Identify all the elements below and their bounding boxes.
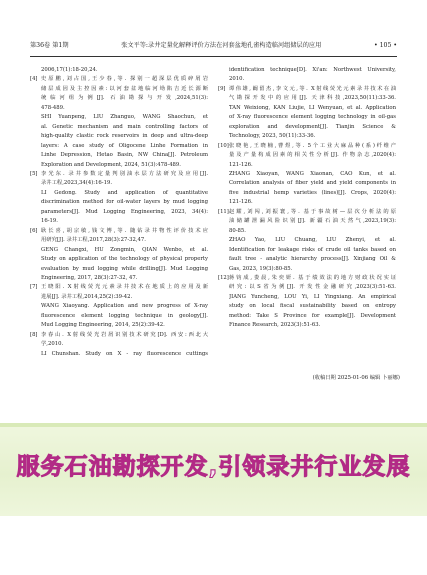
reference-line: method: Take S Province for example[J]. Development [229,312,396,319]
reference-line: study on local fiscal sustainability based on entropy [229,303,396,310]
reference-line: Study on application of the technology of physical property [41,256,208,263]
reference-item [30,331,208,359]
reference-line: 赵耀,刘闯,刘振寰,等. 基于事故树—层次分析法的原 [229,208,396,215]
reference-number: [7] [30,284,38,291]
reference-line: Engineering, 2017, 28(3):27-32, 47. [41,274,138,281]
received-date-note: (收稿日期 2025-01-06 编辑 卜丽娜) [312,375,400,381]
reference-line: 量及产量构成因素的相关性分析[J]. 作物杂志,2020(4): [229,152,396,159]
reference-item [30,227,208,284]
reference-line: 张晓艳,王晓楠,曹煜,等. 5个工业大麻品种(系)纤维产 [229,142,396,149]
reference-line: 气勘探开发中的应用[J]. 天津科技,2023,50(11):33-36. [229,95,396,102]
banner-slogan: 服务石油勘探开发,引领录井行业发展 [16,454,411,480]
reference-continuation [30,66,208,75]
reference-line: TAN Weixiong, KAN Liujie, LI Wenyuan, et al. Application [229,104,396,111]
reference-line: high-quality clastic rock reservoirs in deep and ultra-deep [41,133,208,140]
reference-line: 储层成因及主控因素:以河套盆地临河坳陷吉近长源断 [41,85,208,92]
reference-number: [5] [30,170,38,177]
reference-line: SHI Yuanpeng, LIU Zhanguo, WANG Shaochun, et [41,114,208,121]
reference-line: 121-126. [229,199,253,206]
reference-line: 录井工程,2023,34(4):16-19. [41,180,113,187]
reference-line: 油储罐泄漏风险识别[J]. 新疆石油天然气,2023,19(3): [229,218,396,225]
reference-line: layers: A case study of Oligocene Linhe Formation in [41,142,208,149]
reference-line: exploration and development[J]. Tianjin Science & [229,123,396,130]
reference-line: al. Genetic mechanism and main controlling factors of [41,123,208,130]
reference-number: [8] [30,331,38,338]
reference-line: Gas, 2023, 19(3):80-85. [229,265,293,272]
reference-line: Identification for leakage risks of crude oil tanks based on [229,246,396,253]
reference-line: 80-85. [229,227,246,234]
reference-line: 谭伟雄,阚留杰,李文元,等. X射线荧光元素录井技术在油 [229,85,396,92]
reference-item [218,208,396,274]
reference-line: fault tree - analytic hierarchy process[J]. Xinjiang Oil & [229,256,396,263]
reference-line: Mud Logging Engineering, 2014, 25(2):39-42. [41,322,165,329]
reference-continuation [218,66,396,85]
reference-number: [12] [218,274,229,281]
running-title: 张文平等:录井定量化解释评价方法在河套盆地孔雀构造临河组储层的应用 [121,42,322,49]
reference-line: 进展[J]. 录井工程,2014,25(2):39-42. [41,293,133,300]
reference-line: 史原鹏,刘占国,王少春,等. 探别一超深层优质碎屑岩 [41,76,208,83]
running-header [30,40,397,54]
reference-line: Technology, 2023, 50(11):33-36. [229,133,316,140]
reference-line: 耿长喜,胡宗敏,钱文博,等. 随钻录井物性评价技术应 [41,227,208,234]
reference-line: 统临河组为例[J]. 石油勘探与开发,2024,51(3): [41,95,208,102]
reference-line: 用研究[J]. 录井工程,2017,28(3):27-32,47. [41,237,146,244]
references-left-column [30,66,208,359]
reference-number: [4] [30,76,38,83]
reference-line: Finance Research, 2023(3):51-63. [229,322,321,329]
reference-number: [10] [218,142,229,149]
reference-line: LI Chunshan. Study on X - ray fluorescence cuttings [41,350,208,357]
header-rule [30,56,397,57]
reference-number: [9] [218,85,226,92]
reference-number: [6] [30,227,38,234]
reference-line: Exploration and Development, 2024, 51(3):478-489. [41,161,181,168]
reference-line: 16-19. [41,218,58,225]
reference-line: discrimination method for oil-water layers by mud logging [41,199,208,206]
reference-line: 蒋钧成,娄晨,朱奕妍. 基于绩效法的地方财政状况实证 [229,274,396,281]
reference-line: 李光东. 录井参数定量判别油水层方法研究及应用[J]. [41,170,208,177]
journal-volume: 第36卷 第1期 [30,42,69,49]
reference-item [218,142,396,208]
reference-number: [11] [218,208,229,215]
page-number: • 105 • [373,42,397,49]
reference-line: WANG Xiaoyang. Application and new progress of X-ray [41,303,208,310]
reference-item [30,75,208,170]
reference-item [30,170,208,227]
reference-line: 121-126. [229,161,253,168]
references-right-column [218,66,396,331]
reference-line: 478-489. [41,104,65,111]
reference-line: 王晓阳. X射线荧光元素录井技术在地质上的应用及新 [41,284,208,291]
reference-item [218,85,396,142]
reference-line: 研究:以S省为例[J]. 开发性金融研究,2023(3):51-63. [229,284,396,291]
reference-line: parameters[J]. Mud Logging Engineering, 2023, 34(4): [41,208,208,215]
reference-line: five industrial hemp varieties (lines)[J]. Crops, 2020(4): [229,189,396,196]
reference-line: JIANG Yuncheng, LOU Yi, LI Yingxiang. An empirical [229,293,396,300]
reference-line: fluorescence element logging technique in geology[J]. [41,312,208,319]
reference-line: Linhe Depression, Hetao Basin, NW China[J]. Petroleum [41,152,208,159]
reference-line: of X-ray fluorescence element logging technology in oil-gas [229,114,396,121]
reference-line: 2010. [229,76,245,83]
reference-line: evaluation by mud logging while drilling[J]. Mud Logging [41,265,208,272]
reference-item [30,283,208,330]
reference-line: ZHAO Yao, LIU Chuang, LIU Zhenyi, et al. [229,237,396,244]
reference-line: GENG Changxi, HU Zongmin, QIAN Wenbo, et al. [41,246,208,253]
reference-line: Correlation analysis of fiber yield and yield components in [229,180,396,187]
banner-top-strip [0,423,427,427]
reference-line: identification technique[D]. Xi'an: Northwest University, [229,67,396,73]
reference-line: 李春山. X射线荧光岩屑识别技术研究[D]. 西安:西北大 [41,331,208,338]
reference-item [218,274,396,331]
reference-line: 学,2010. [41,341,64,348]
reference-line: 2006,17(1):18-20,24. [41,67,98,73]
reference-line: LI Gedong. Study and application of quantitative [41,189,208,196]
reference-line: ZHANG Xiaoyan, WANG Xiaonan, CAO Kun, et al. [229,170,396,177]
